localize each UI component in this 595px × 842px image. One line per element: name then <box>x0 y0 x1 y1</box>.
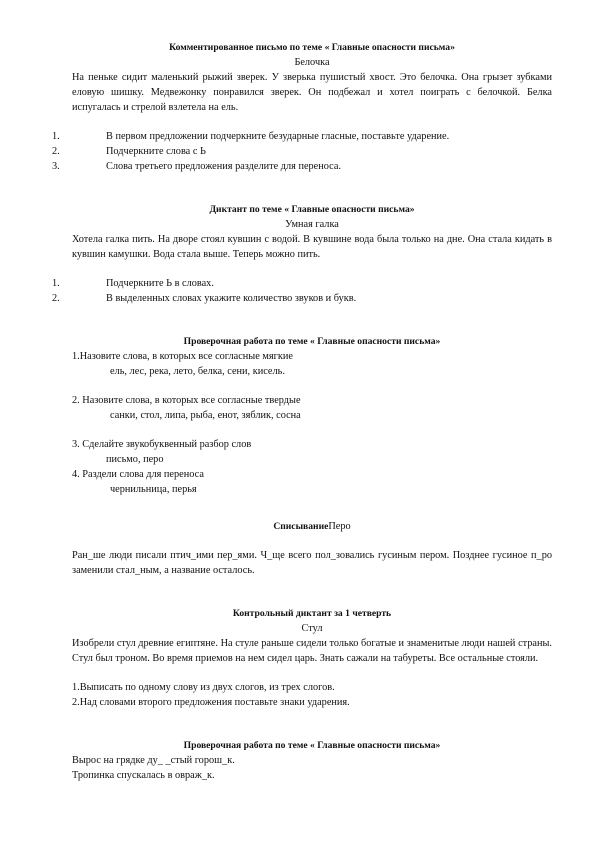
list-item: 2. Подчеркните слова с Ь <box>52 146 206 157</box>
section-6-line-2: Тропинка спускалась в овраж_к. <box>72 770 215 781</box>
section-6-title: Проверочная работа по теме « Главные опасности письма» <box>183 740 441 751</box>
section-4-title: СписываниеПеро <box>273 521 351 532</box>
list-item: 1. В первом предложении подчеркните безударные гласные, поставьте ударение. <box>52 131 450 142</box>
section-5-title: Контрольный диктант за 1 четверть <box>232 608 392 619</box>
section-2-subtitle: Умная галка <box>285 219 339 230</box>
section-6-line-1: Вырос на грядке ду_ _стый горош_к. <box>72 755 235 766</box>
section-5-text: Изобрели стул древние египтяне. На стуле раньше сидели только богатые и знаменитые люди нашей страны. Стул был троном. Во время приемов на нем сидел царь. Знать сажали на табуреты. Все остальные стояли. <box>72 638 552 664</box>
section-2-text: Хотела галка пить. На дворе стоял кувшин с водой. В кувшине вода была только на дне. Она стала кидать в кувшин камушки. Вода стала выше. Теперь можно пить. <box>72 234 552 260</box>
list-item: 1. Подчеркните Ь в словах. <box>52 278 214 289</box>
section-4-text: Ран_ше люди писали птич_ими пер_ями. Ч_ще всего пол_зовались гусиным пером. Позднее гусиное п_ро заменили стал_ным, а название осталось. <box>72 550 552 576</box>
section-2-title: Диктант по теме « Главные опасности письма» <box>209 204 415 215</box>
section-3-answer-4: чернильница, перья <box>110 484 197 495</box>
document-page <box>52 40 552 783</box>
section-2-tasks <box>52 276 552 306</box>
section-3-question-3: 3. Сделайте звукобуквенный разбор слов <box>72 439 252 450</box>
section-1-subtitle: Белочка <box>294 57 330 68</box>
list-item: 3. Слова третьего предложения разделите для переноса. <box>52 161 342 172</box>
section-3-question-4: 4. Раздели слова для переноса <box>72 469 204 480</box>
section-5-subtitle: Стул <box>301 623 323 634</box>
section-1-title: Комментированное письмо по теме « Главные опасности письма» <box>169 42 455 53</box>
section-3-question-2: 2. Назовите слова, в которых все согласные твердые <box>72 395 301 406</box>
section-5-task-2: 2.Над словами второго предложения поставьте знаки ударения. <box>72 697 350 708</box>
section-3-answer-1: ель, лес, река, лето, белка, сени, кисель. <box>110 366 285 377</box>
section-1-tasks <box>52 129 552 174</box>
section-3-answer-3: письмо, перо <box>106 454 164 465</box>
section-3-title: Проверочная работа по теме « Главные опасности письма» <box>183 336 441 347</box>
section-5-task-1: 1.Выписать по одному слову из двух слогов, из трех слогов. <box>72 682 335 693</box>
section-3-answer-2: санки, стол, липа, рыба, енот, зяблик, сосна <box>110 410 301 421</box>
list-item: 2. В выделенных словах укажите количество звуков и букв. <box>52 293 357 304</box>
section-1-text: На пеньке сидит маленький рыжий зверек. У зверька пушистый хвост. Это белочка. Она грызет зубками еловую шишку. Медвежонку понравился зверек. Он подбежал и хотел поиграть с белочкой. Белка испугалась и стрелой взлетела на ель. <box>72 72 552 113</box>
section-3-question-1: 1.Назовите слова, в которых все согласные мягкие <box>72 351 293 362</box>
